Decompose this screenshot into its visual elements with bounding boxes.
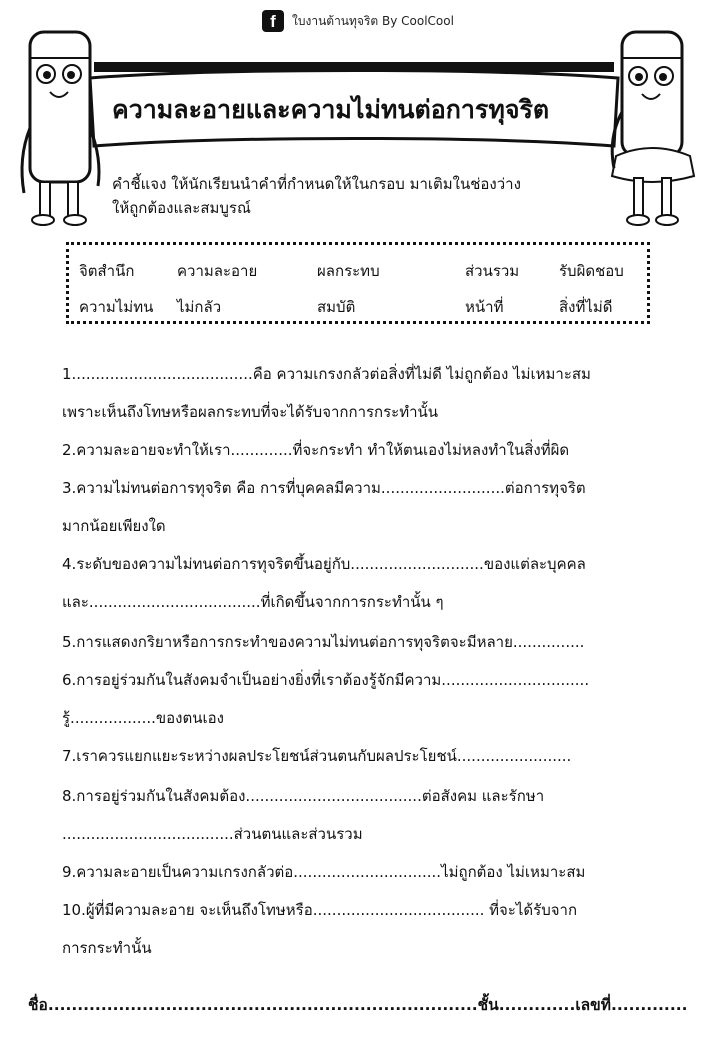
word-bank-box: [66, 242, 650, 324]
word-bank-item: สมบัติ: [317, 298, 356, 316]
worksheet-title: ความละอายและความไม่ทนต่อการทุจริต: [112, 95, 550, 124]
question-line: 5.การแสดงกริยาหรือการกระทำของความไม่ทนต่อการทุจริตจะมีหลาย...............: [62, 633, 585, 651]
question-line: มากน้อยเพียงใด: [62, 517, 166, 535]
credit-text: ใบงานต้านทุจริต By CoolCool: [292, 13, 454, 28]
word-bank-item: ส่วนรวม: [465, 262, 520, 280]
question-line: 9.ความละอายเป็นความเกรงกลัวต่อ...............................ไม่ถูกต้อง ไม่เหมาะสม: [62, 863, 586, 881]
question-line: การกระทำนั้น: [62, 939, 152, 957]
question-line: เพราะเห็นถึงโทษหรือผลกระทบที่จะได้รับจากการกระทำนั้น: [62, 403, 439, 421]
question-line: 7.เราควรแยกแยะระหว่างผลประโยชน์ส่วนตนกับผลประโยชน์........................: [62, 747, 572, 765]
question-line: 4.ระดับของความไม่ทนต่อการทุจริตขึ้นอยู่กับ............................ของแต่ละบุคคล: [62, 555, 586, 573]
question-line: 1......................................คือ ความเกรงกลัวต่อสิ่งที่ไม่ดี ไม่ถูกต้อง ไม่เหมาะสม: [62, 365, 591, 383]
student-info-line: ชื่อ.........................................................................ชั้น.............เลขที่.............: [28, 996, 688, 1014]
question-line: 3.ความไม่ทนต่อการทุจริต คือ การที่บุคคลมีความ..........................ต่อการทุจริต: [62, 479, 586, 497]
question-line: และ....................................ที่เกิดขึ้นจากการกระทำนั้น ๆ: [62, 593, 444, 611]
instruction-line-1: คำชี้แจง ให้นักเรียนนำคำที่กำหนดให้ในกรอบ มาเติมในช่องว่าง: [112, 175, 521, 193]
question-line: 8.การอยู่ร่วมกันในสังคมต้อง.....................................ต่อสังคม และรักษา: [62, 787, 545, 805]
word-bank-item: ความไม่ทน: [79, 298, 154, 316]
question-line: 10.ผู้ที่มีความละอาย จะเห็นถึงโทษหรือ.................................... ที่จะได้รับจาก: [62, 901, 578, 919]
mascot-boy-illustration: [16, 28, 108, 228]
mascot-girl-illustration: [604, 28, 704, 228]
instruction-text: [112, 172, 612, 220]
word-bank-item: รับผิดชอบ: [559, 262, 624, 280]
question-line: ....................................ส่วนตนและส่วนรวม: [62, 825, 363, 843]
word-bank-item: ผลกระทบ: [317, 262, 380, 280]
question-line: 2.ความละอายจะทำให้เรา.............ที่จะกระทำ ทำให้ตนเองไม่หลงทำในสิ่งที่ผิด: [62, 441, 570, 459]
question-line: 6.การอยู่ร่วมกันในสังคมจำเป็นอย่างยิ่งที่เราต้องรู้จักมีความ...............................: [62, 671, 590, 689]
page-credit: [262, 10, 454, 32]
word-bank-item: หน้าที่: [465, 298, 504, 316]
word-bank-item: ไม่กลัว: [177, 298, 222, 316]
question-line: รู้..................ของตนเอง: [62, 709, 224, 727]
word-bank-item: จิตสำนึก: [79, 262, 135, 280]
word-bank-item: ความละอาย: [177, 262, 258, 280]
word-bank-item: สิ่งที่ไม่ดี: [559, 298, 613, 316]
instruction-line-2: ให้ถูกต้องและสมบูรณ์: [112, 199, 251, 217]
facebook-icon: f: [262, 10, 284, 32]
